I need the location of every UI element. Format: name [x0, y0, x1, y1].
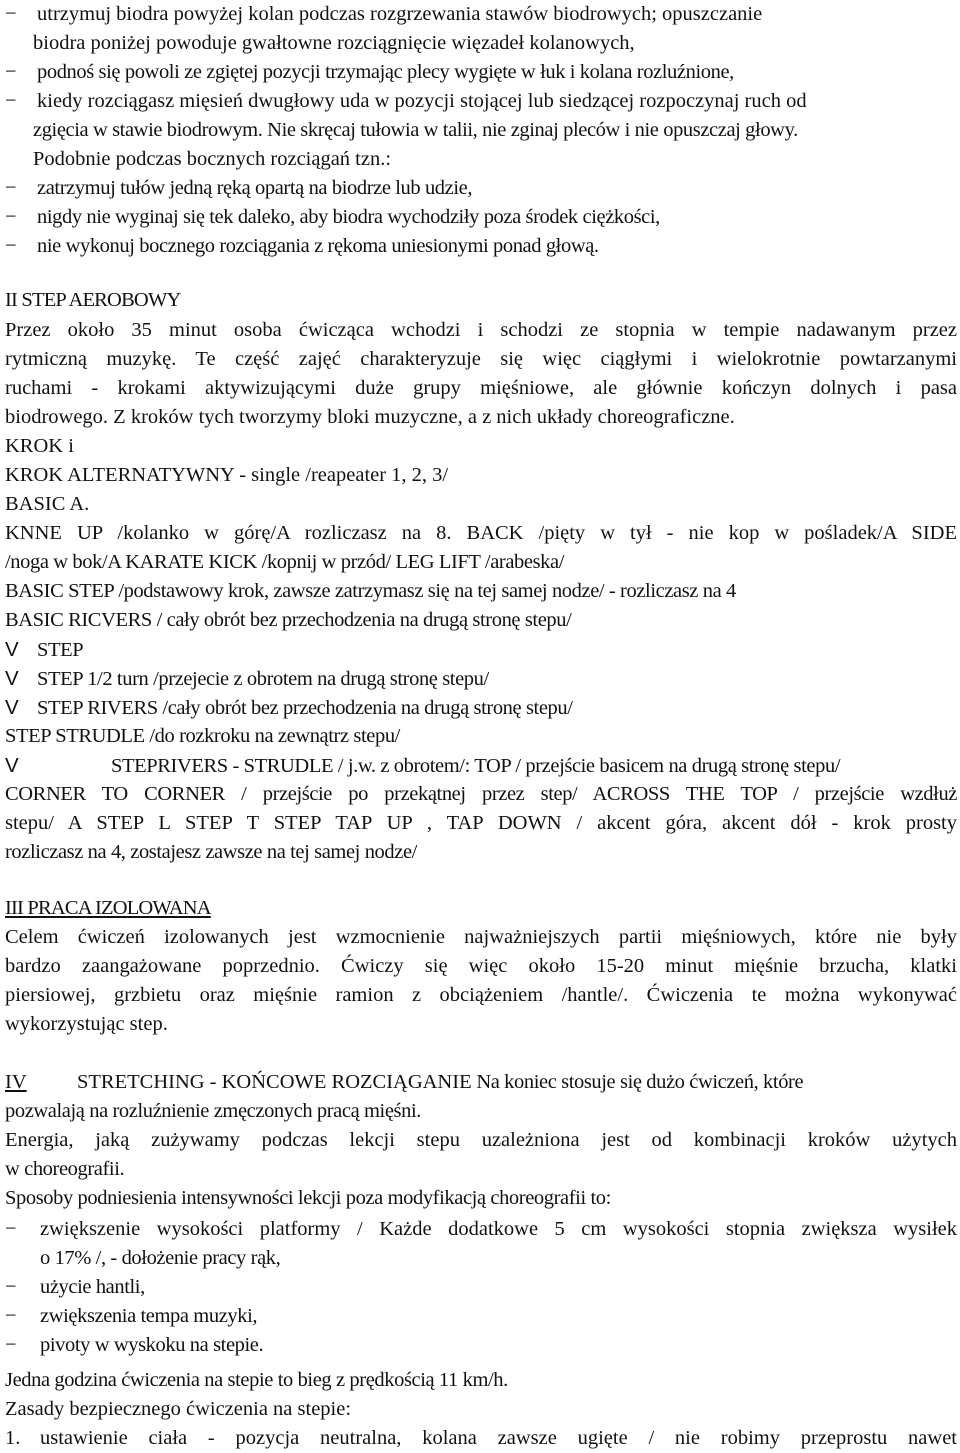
- paragraph-line: BASIC RICVERS / cały obrót bez przechodzenia na drugą stronę stepu/: [5, 609, 572, 631]
- paragraph-line: wykorzystując step.: [5, 1013, 168, 1035]
- bullet-text: zwiększenie wysokości platformy / Każde dodatkowe 5 cm wysokości stopnia zwiększa wysiłek: [40, 1218, 957, 1240]
- dash-bullet: −: [5, 1334, 17, 1356]
- paragraph-line: Zasady bezpiecznego ćwiczenia na stepie:: [5, 1398, 352, 1420]
- dash-bullet: −: [5, 177, 17, 199]
- v-step-line: [5, 693, 573, 722]
- paragraph-line: bardzo zaangażowane poprzednio. Ćwiczy się więc około 15-20 minut mięśnie brzucha, klatki: [5, 955, 957, 977]
- v-marker: V: [5, 754, 19, 777]
- list-item-text: nigdy nie wyginaj się tek daleko, aby biodra wychodziły poza środek ciężkości,: [37, 206, 660, 228]
- section-intro: Na koniec stosuje się dużo ćwiczeń, które: [471, 1071, 804, 1093]
- bullet-item: [5, 1302, 257, 1331]
- dash-bullet: −: [5, 206, 17, 228]
- v-step-line: [5, 664, 489, 693]
- paragraph-line: STEP STRUDLE /do rozkroku na zewnątrz stepu/: [5, 725, 400, 747]
- section-heading-line: [5, 1068, 803, 1097]
- v-marker: V: [5, 696, 19, 719]
- list-item-continuation: biodra poniżej powoduje gwałtowne rozciągnięcie więzadeł kolanowych,: [33, 32, 635, 54]
- paragraph-line: Celem ćwiczeń izolowanych jest wzmocnienie najważniejszych partii mięśniowych, które nie były: [5, 926, 957, 948]
- dash-bullet: −: [5, 1276, 17, 1298]
- paragraph-line: rozliczasz na 4, zostajesz zawsze na tej samej nodze/: [5, 841, 417, 863]
- paragraph-line: KROK ALTERNATYWNY - single /reapeater 1, 2, 3/: [5, 464, 449, 486]
- dash-bullet: −: [5, 61, 17, 83]
- list-item-text: kiedy rozciągasz mięsień dwugłowy uda w pozycji stojącej lub siedzącej rozpoczynaj ruch od: [37, 90, 807, 112]
- paragraph-line: Energia, jaką zużywamy podczas lekcji stepu uzależniona jest od kombinacji kroków użytych: [5, 1129, 957, 1151]
- paragraph-line: piersiowej, grzbietu oraz mięśnie ramion z obciążeniem /hantle/. Ćwiczenia te można wykonywać: [5, 984, 957, 1006]
- list-item-text: nie wykonuj bocznego rozciągania z rękoma uniesionymi ponad głową.: [37, 235, 599, 257]
- step-label: STEPRIVERS - STRUDLE / j.w. z obrotem/: TOP / przejście basicem na drugą stronę stepu/: [111, 755, 841, 777]
- list-item-continuation: zgięcia w stawie biodrowym. Nie skręcaj tułowia w talii, nie zginaj pleców i nie opuszczaj głowy.: [33, 119, 798, 141]
- paragraph-line: biodrowego. Z kroków tych tworzymy bloki muzyczne, a z nich układy choreograficzne.: [5, 406, 735, 428]
- bullet-text: pivoty w wyskoku na stepie.: [40, 1334, 264, 1356]
- bullet-item: [5, 1273, 145, 1302]
- list-item: [5, 0, 762, 29]
- list-item: [5, 174, 472, 203]
- list-item: [5, 232, 599, 261]
- list-item-continuation: Podobnie podczas bocznych rozciągań tzn.:: [33, 148, 392, 170]
- paragraph-line: CORNER TO CORNER / przejście po przekątnej przez step/ ACROSS THE TOP / przejście wzdłuż: [5, 783, 957, 805]
- dash-bullet: −: [5, 1218, 17, 1240]
- section-heading: III PRACA IZOLOWANA: [5, 897, 211, 919]
- step-label: STEP 1/2 turn /przejecie z obrotem na drugą stronę stepu/: [37, 668, 489, 690]
- list-item: [5, 87, 807, 116]
- bullet-text: zwiększenia tempa muzyki,: [40, 1305, 258, 1327]
- bullet-text: użycie hantli,: [40, 1276, 145, 1298]
- list-item-text: zatrzymuj tułów jedną ręką opartą na biodrze lub udzie,: [37, 177, 473, 199]
- v-marker: V: [5, 667, 19, 690]
- section-title: STRETCHING - KOŃCOWE ROZCIĄGANIE: [77, 1071, 472, 1093]
- bullet-item: [5, 1215, 957, 1244]
- v-step-line: [5, 751, 840, 780]
- dash-bullet: −: [5, 1305, 17, 1327]
- paragraph-line: Jedna godzina ćwiczenia na stepie to bieg z prędkością 11 km/h.: [5, 1369, 508, 1391]
- list-item-text: utrzymuj biodra powyżej kolan podczas rozgrzewania stawów biodrowych; opuszczanie: [37, 3, 763, 25]
- section-heading: II STEP AEROBOWY: [5, 289, 181, 311]
- numbered-item: [5, 1424, 957, 1453]
- paragraph-line: pozwalają na rozluźnienie zmęczonych pracą mięśni.: [5, 1100, 421, 1122]
- paragraph-line: /noga w bok/A KARATE KICK /kopnij w przód/ LEG LIFT /arabeska/: [5, 551, 564, 573]
- paragraph-line: Sposoby podniesienia intensywności lekcji poza modyfikacją choreografii to:: [5, 1187, 611, 1209]
- paragraph-line: rytmiczną muzykę. Te część zajęć charakteryzuje się więc ciągłymi i wielokrotnie powtarzanymi: [5, 348, 957, 370]
- step-label: STEP RIVERS /cały obrót bez przechodzenia na drugą stronę stepu/: [37, 697, 573, 719]
- step-label: STEP: [37, 639, 84, 661]
- paragraph-line: BASIC STEP /podstawowy krok, zawsze zatrzymasz się na tej samej nodze/ - rozliczasz na 4: [5, 580, 736, 602]
- section-number: IV: [5, 1071, 27, 1093]
- paragraph-line: stepu/ A STEP L STEP T STEP TAP UP , TAP DOWN / akcent góra, akcent dół - krok prosty: [5, 812, 957, 834]
- v-marker: V: [5, 638, 19, 661]
- paragraph-line: KNNE UP /kolanko w górę/A rozliczasz na 8. BACK /pięty w tył - nie kop w pośladek/A SIDE: [5, 522, 957, 544]
- paragraph-line: ruchami - krokami aktywizującymi duże grupy mięśniowe, ale głównie kończyn dolnych i pasa: [5, 377, 957, 399]
- paragraph-line: BASIC A.: [5, 493, 90, 515]
- dash-bullet: −: [5, 3, 17, 25]
- list-item: [5, 58, 734, 87]
- dash-bullet: −: [5, 235, 17, 257]
- bullet-item: [5, 1331, 263, 1360]
- numbered-item-text: ustawienie ciała - pozycja neutralna, kolana zawsze ugięte / nie robimy przeprostu nawet: [40, 1427, 957, 1449]
- bullet-continuation: o 17% /, - dołożenie pracy rąk,: [40, 1247, 281, 1269]
- item-number: 1.: [5, 1427, 21, 1449]
- paragraph-line: w choreografii.: [5, 1158, 125, 1180]
- v-step-line: [5, 635, 83, 664]
- paragraph-line: Przez około 35 minut osoba ćwicząca wchodzi i schodzi ze stopnia w tempie nadawanym przez: [5, 319, 957, 341]
- paragraph-line: KROK i: [5, 435, 74, 457]
- list-item-text: podnoś się powoli ze zgiętej pozycji trzymając plecy wygięte w łuk i kolana rozluźnione,: [37, 61, 734, 83]
- list-item: [5, 203, 660, 232]
- dash-bullet: −: [5, 90, 17, 112]
